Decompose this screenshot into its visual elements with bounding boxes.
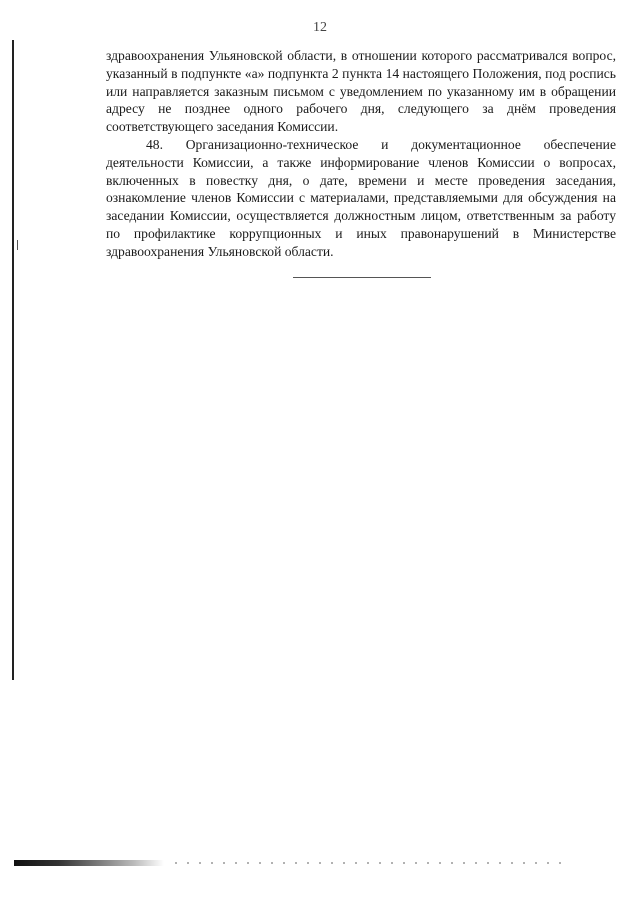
scan-edge-left <box>12 40 14 680</box>
scan-mark <box>17 240 18 250</box>
scan-noise <box>170 862 570 864</box>
paragraph-continuation: здравоохранения Ульяновской области, в отношении которого рассматривался вопрос, указанный в подпункте «а» подпункта 2 пункта 14 настоящего Положения, под роспись или направляется заказным письмом с уведомлением по указанному им в обращении адресу не позднее одного рабочего дня, следующего за днём проведения соответствующего заседания Комиссии. <box>106 48 616 135</box>
paragraph-48: 48. Организационно-техническое и документационное обеспечение деятельности Комиссии, а также информирование членов Комиссии о вопросах, включенных в повестку дня, о дате, времени и месте проведения заседания, ознакомление членов Комиссии с материалами, представляемыми для обсуждения на заседании Комиссии, осуществляется должностным лицом, ответственным за работу по профилактике коррупционных и иных правонарушений в Министерстве здравоохранения Ульяновской области. <box>106 136 616 259</box>
end-divider <box>293 277 431 278</box>
scan-edge-bottom <box>14 860 164 866</box>
document-body <box>106 47 616 261</box>
page-number: 12 <box>313 20 327 35</box>
